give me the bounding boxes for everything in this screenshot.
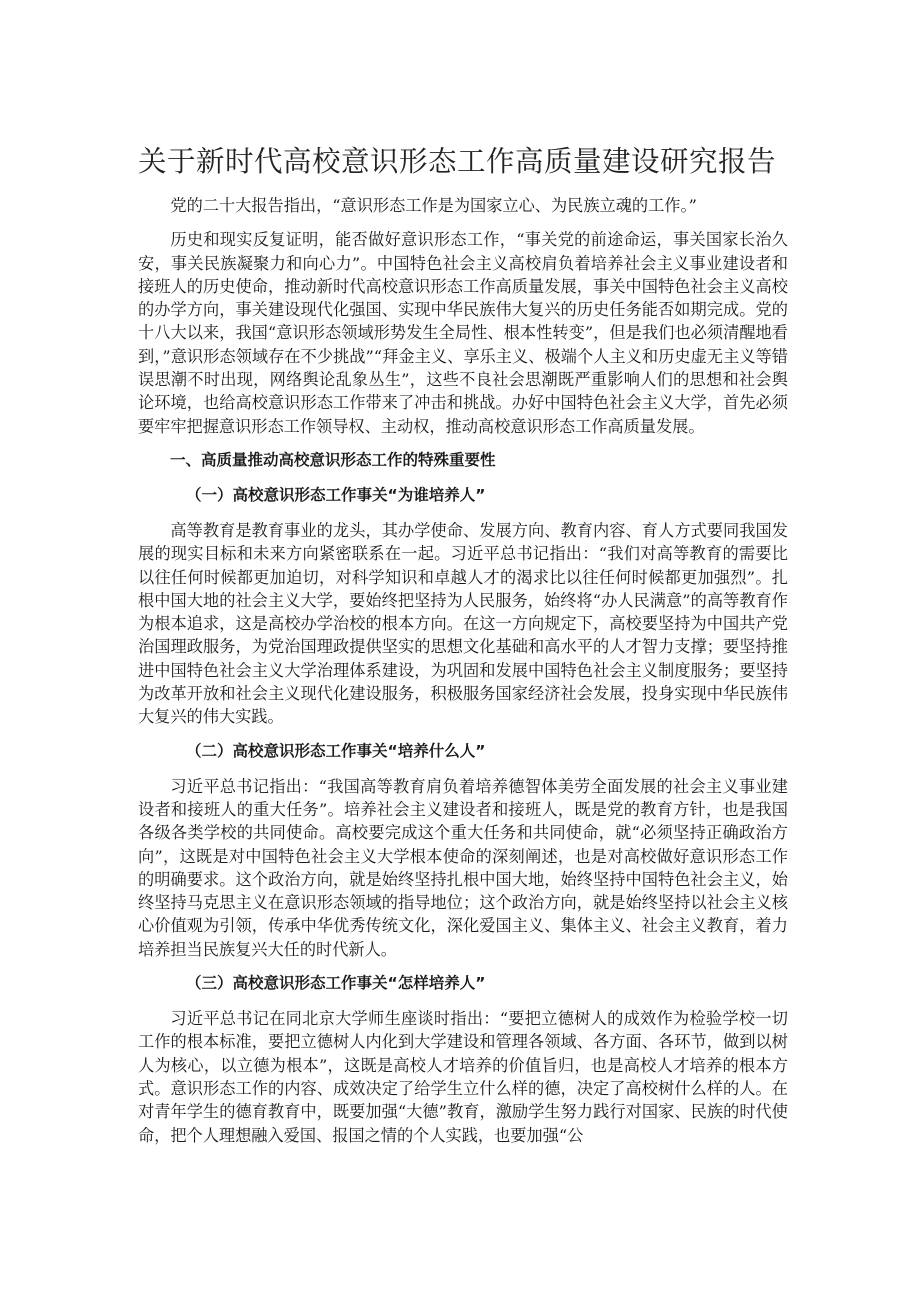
section-heading-1: 一、高质量推动高校意识形态工作的特殊重要性 bbox=[170, 450, 496, 469]
paragraph-background: 历史和现实反复证明，能否做好意识形态工作，“事关党的前途命运，事关国家长治久安，事关民族凝聚力和向心力”。中国特色社会主义高校肩负着培养社会主义事业建设者和接班人的历史使命，推动新时代高校意识形态工作高质量发展，事关中国特色社会主义高校的办学方向，事关建设现代化强国、实现中华民族伟大复兴的历史任务能否如期完成。党的十八大以来，我国“意识形态领域形势发生全局性、根本性转变”，但是我们也必须清醒地看到，”意识形态领域存在不少挑战”“拜金主义、享乐主义、极端个人主义和历史虚无主义等错误思潮不时出现，网络舆论乱象丛生”，这些不良社会思潮既严重影响人们的思想和社会舆论环境，也给高校意识形态工作带来了冲击和挑战。办好中国特色社会主义大学，首先必须要牢牢把握意识形态工作领导权、主动权，推动高校意识形态工作高质量发展。 bbox=[138, 230, 788, 436]
subsection-heading-3: （三）高校意识形态工作事关“怎样培养人” bbox=[186, 974, 486, 993]
subsection-heading-2: （二）高校意识形态工作事关“培养什么人” bbox=[186, 741, 486, 760]
paragraph-subsection-3: 习近平总书记在同北京大学师生座谈时指出：“要把立德树人的成效作为检验学校一切工作的根本标准，要把立德树人内化到大学建设和管理各领域、各方面、各环节，做到以树人为核心，以立德为根本”，这既是高校人才培养的价值旨归，也是高校人才培养的根本方式。意识形态工作的内容、成效决定了给学生立什么样的德，决定了高校树什么样的人。在对青年学生的德育教育中，既要加强“大德”教育，激励学生努力践行对国家、民族的时代使命，把个人理想融入爱国、报国之情的个人实践，也要加强“公 bbox=[138, 1009, 788, 1145]
subsection-heading-1: （一）高校意识形态工作事关“为谁培养人” bbox=[186, 485, 486, 504]
document-title: 关于新时代高校意识形态工作高质量建设研究报告 bbox=[138, 145, 777, 178]
paragraph-intro: 党的二十大报告指出，“意识形态工作是为国家立心、为民族立魂的工作。” bbox=[170, 196, 697, 215]
paragraph-subsection-2: 习近平总书记指出：“我国高等教育肩负着培养德智体美劳全面发展的社会主义事业建设者和接班人的重大任务”。培养社会主义建设者和接班人，既是党的教育方针，也是我国各级各类学校的共同使命。高校要完成这个重大任务和共同使命，就“必须坚持正确政治方向”，这既是对中国特色社会主义大学根本使命的深刻阐述，也是对高校做好意识形态工作的明确要求。这个政治方向，就是始终坚持扎根中国大地，始终坚持中国特色社会主义，始终坚持马克思主义在意识形态领域的指导地位；这个政治方向，就是始终坚持以社会主义核心价值观为引领，传承中华优秀传统文化，深化爱国主义、集体主义、社会主义教育，着力培养担当民族复兴大任的时代新人。 bbox=[138, 776, 788, 959]
paragraph-subsection-1: 高等教育是教育事业的龙头，其办学使命、发展方向、教育内容、育人方式要同我国发展的现实目标和未来方向紧密联系在一起。习近平总书记指出：“我们对高等教育的需要比以往任何时候都更加迫切，对科学知识和卓越人才的渴求比以往任何时候都更加强烈”。扎根中国大地的社会主义大学，要始终把坚持为人民服务，始终将“办人民满意”的高等教育作为根本追求，这是高校办学治校的根本方向。在这一方向规定下，高校要坚持为中国共产党治国理政服务，为党治国理政提供坚实的思想文化基础和高水平的人才智力支撑；要坚持推进中国特色社会主义大学治理体系建设，为巩固和发展中国特色社会主义制度服务；要坚持为改革开放和社会主义现代化建设服务，积极服务国家经济社会发展，投身实现中华民族伟大复兴的伟大实践。 bbox=[138, 520, 788, 727]
